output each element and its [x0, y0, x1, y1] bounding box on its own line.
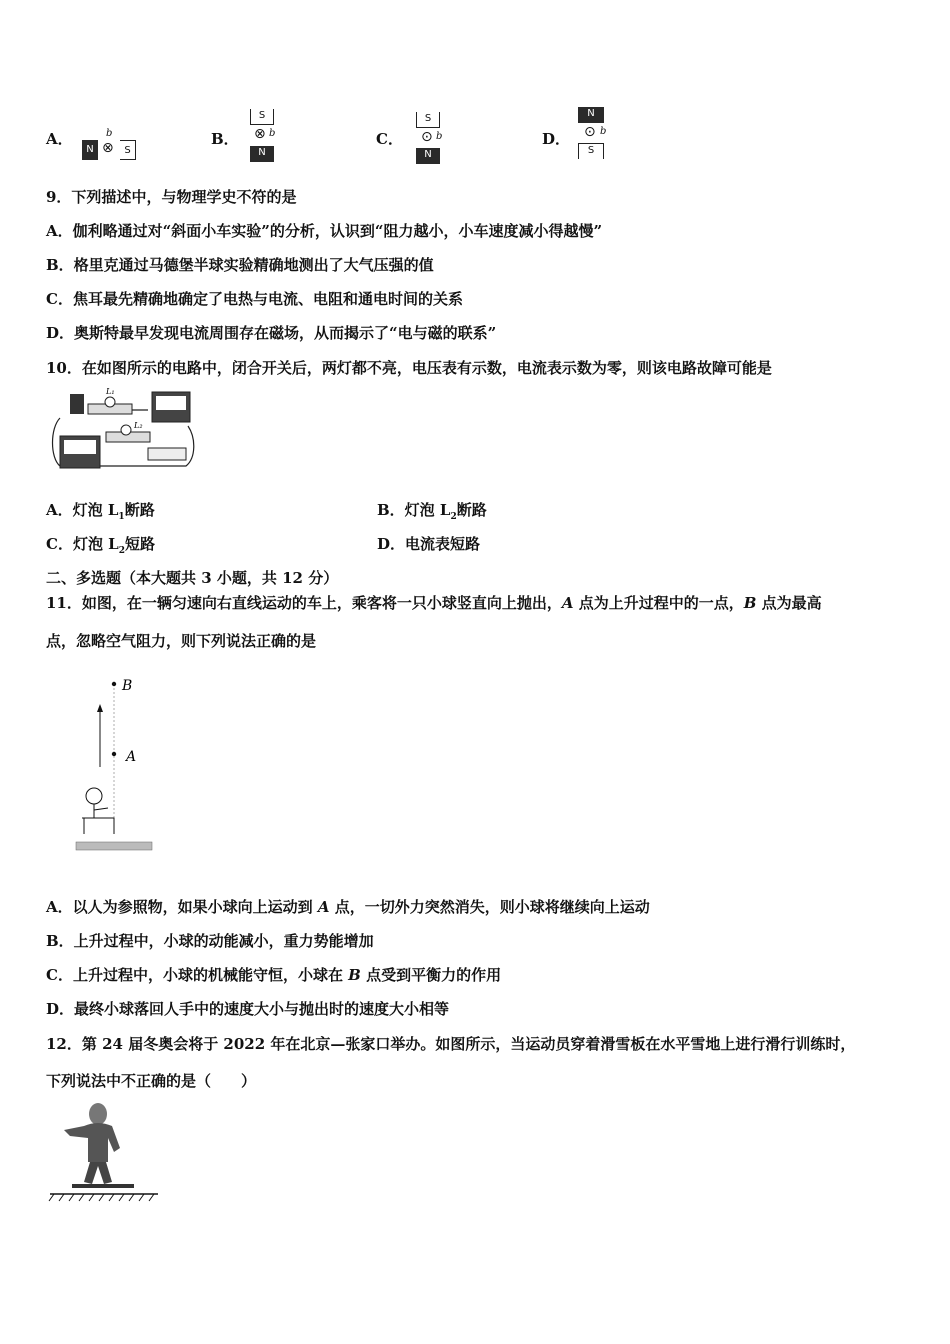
- option-label: D．: [542, 130, 571, 148]
- person-body-icon: [82, 804, 114, 834]
- point-b-label: B: [348, 966, 361, 984]
- dot-out-of-page-icon: ⊙: [584, 124, 596, 140]
- q9-option-d: D．奥斯特最早发现电流周围存在磁场，从而揭示了“电与磁的联系”: [46, 324, 497, 342]
- q11-stem-part: 点为上升过程中的一点，: [573, 594, 744, 612]
- cross-into-page-icon: ⊗: [254, 126, 266, 142]
- q10-option-a: [46, 499, 155, 522]
- wire-label: b: [269, 128, 276, 139]
- point-a-label: A: [317, 898, 330, 916]
- option-label: B．: [211, 130, 239, 148]
- car-floor: [76, 842, 152, 850]
- lamp-l2-label: L₂: [134, 421, 143, 430]
- magnet-south: S: [120, 140, 136, 160]
- q10-option-c-text-end: 短路: [124, 535, 155, 553]
- q11-option-a-text: A．以人为参照物，如果小球向上运动到: [46, 898, 318, 916]
- q10-option-c: [46, 533, 155, 556]
- snowboarder-legs-icon: [84, 1162, 112, 1184]
- ball-throw-figure: [72, 672, 162, 857]
- magnet-north: N: [416, 148, 440, 164]
- q11-option-c-text-end: 点受到平衡力的作用: [360, 966, 502, 984]
- q11-stem-line2: 点，忽略空气阻力，则下列说法正确的是: [46, 632, 317, 650]
- q11-option-a: [46, 896, 650, 917]
- q11-stem-part: 点为最高: [756, 594, 822, 612]
- q11-option-c: [46, 964, 501, 985]
- snowboard-icon: [72, 1184, 134, 1188]
- q10-stem: 10．在如图所示的电路中，闭合开关后，两灯都不亮，电压表有示数，电流表示数为零，则该电路故障可能是: [46, 359, 772, 377]
- point-a-dot: [112, 752, 116, 756]
- q12-stem-line2: 下列说法中不正确的是（ ）: [46, 1072, 257, 1090]
- person-head-icon: [86, 788, 102, 804]
- battery: [70, 394, 84, 414]
- q11-option-a-text-end: 点，一切外力突然消失，则小球将继续向上运动: [329, 898, 650, 916]
- option-label: C．: [376, 130, 403, 148]
- subscript: 2: [450, 512, 457, 522]
- magnet-south: S: [578, 143, 604, 159]
- wire-label: b: [106, 128, 113, 139]
- q9-option-a: A．伽利略通过对“斜面小车实验”的分析，认识到“阻力越小，小车速度减小得越慢”: [46, 222, 603, 240]
- point-b-dot: [112, 682, 116, 686]
- q10-option-d: D．电流表短路: [377, 535, 481, 553]
- q10-option-b-text-end: 断路: [456, 501, 487, 519]
- q9-option-c: C．焦耳最先精确地确定了电热与电流、电阻和通电时间的关系: [46, 290, 463, 308]
- ground-hatch: [49, 1194, 154, 1201]
- snowboarder-body-icon: [64, 1123, 120, 1162]
- q11-stem-line1: [46, 592, 822, 613]
- magnet-north: N: [578, 107, 604, 123]
- lamp-l1-icon: [105, 397, 115, 407]
- snowboarder-head-icon: [89, 1103, 107, 1125]
- q10-option-a-text: A．灯泡 L: [46, 501, 119, 519]
- magnet-south: S: [416, 112, 440, 128]
- snowboarder-figure: [46, 1100, 161, 1205]
- q12-stem-line1: 12．第 24 届冬奥会将于 2022 年在北京—张家口举办。如图所示，当运动员穿着滑雪板在水平雪地上进行滑行训练时，: [46, 1035, 856, 1053]
- circuit-figure: [48, 388, 198, 478]
- q10-option-b: [377, 499, 487, 522]
- arrow-head-icon: [97, 704, 103, 712]
- subscript: 1: [118, 512, 125, 522]
- q10-option-a-text-end: 断路: [124, 501, 155, 519]
- voltmeter-dial: [64, 440, 96, 454]
- q11-option-c-text: C．上升过程中，小球的机械能守恒，小球在: [46, 966, 349, 984]
- switch-icon: [148, 448, 186, 460]
- wire-label: b: [600, 126, 607, 137]
- option-label: A．: [46, 130, 73, 148]
- q9-option-b: B．格里克通过马德堡半球实验精确地测出了大气压强的值: [46, 256, 434, 274]
- lamp-l1-label: L₁: [106, 388, 115, 396]
- dot-out-of-page-icon: ⊙: [421, 129, 433, 145]
- q11-option-b: B．上升过程中，小球的动能减小，重力势能增加: [46, 932, 374, 950]
- point-b-label: B: [743, 594, 757, 612]
- point-b-label: B: [122, 678, 133, 694]
- q10-option-c-text: C．灯泡 L: [46, 535, 119, 553]
- lamp-l2-icon: [121, 425, 131, 435]
- magnet-north: N: [250, 146, 274, 162]
- magnet-north: N: [82, 140, 98, 160]
- ammeter-dial: [156, 396, 186, 410]
- q10-option-b-text: B．灯泡 L: [377, 501, 451, 519]
- q9-stem: 9．下列描述中，与物理学史不符的是: [46, 188, 297, 206]
- cross-into-page-icon: ⊗: [102, 140, 114, 156]
- section-heading: 二、多选题（本大题共 3 小题，共 12 分）: [46, 569, 339, 587]
- point-a-label: A: [126, 749, 137, 765]
- q11-option-d: D．最终小球落回人手中的速度大小与抛出时的速度大小相等: [46, 1000, 450, 1018]
- point-a-label: A: [561, 594, 574, 612]
- wire-label: b: [436, 131, 443, 142]
- subscript: 2: [118, 546, 125, 556]
- magnet-south: S: [250, 109, 274, 125]
- q11-stem-part: 11．如图，在一辆匀速向右直线运动的车上，乘客将一只小球竖直向上抛出，: [46, 594, 562, 612]
